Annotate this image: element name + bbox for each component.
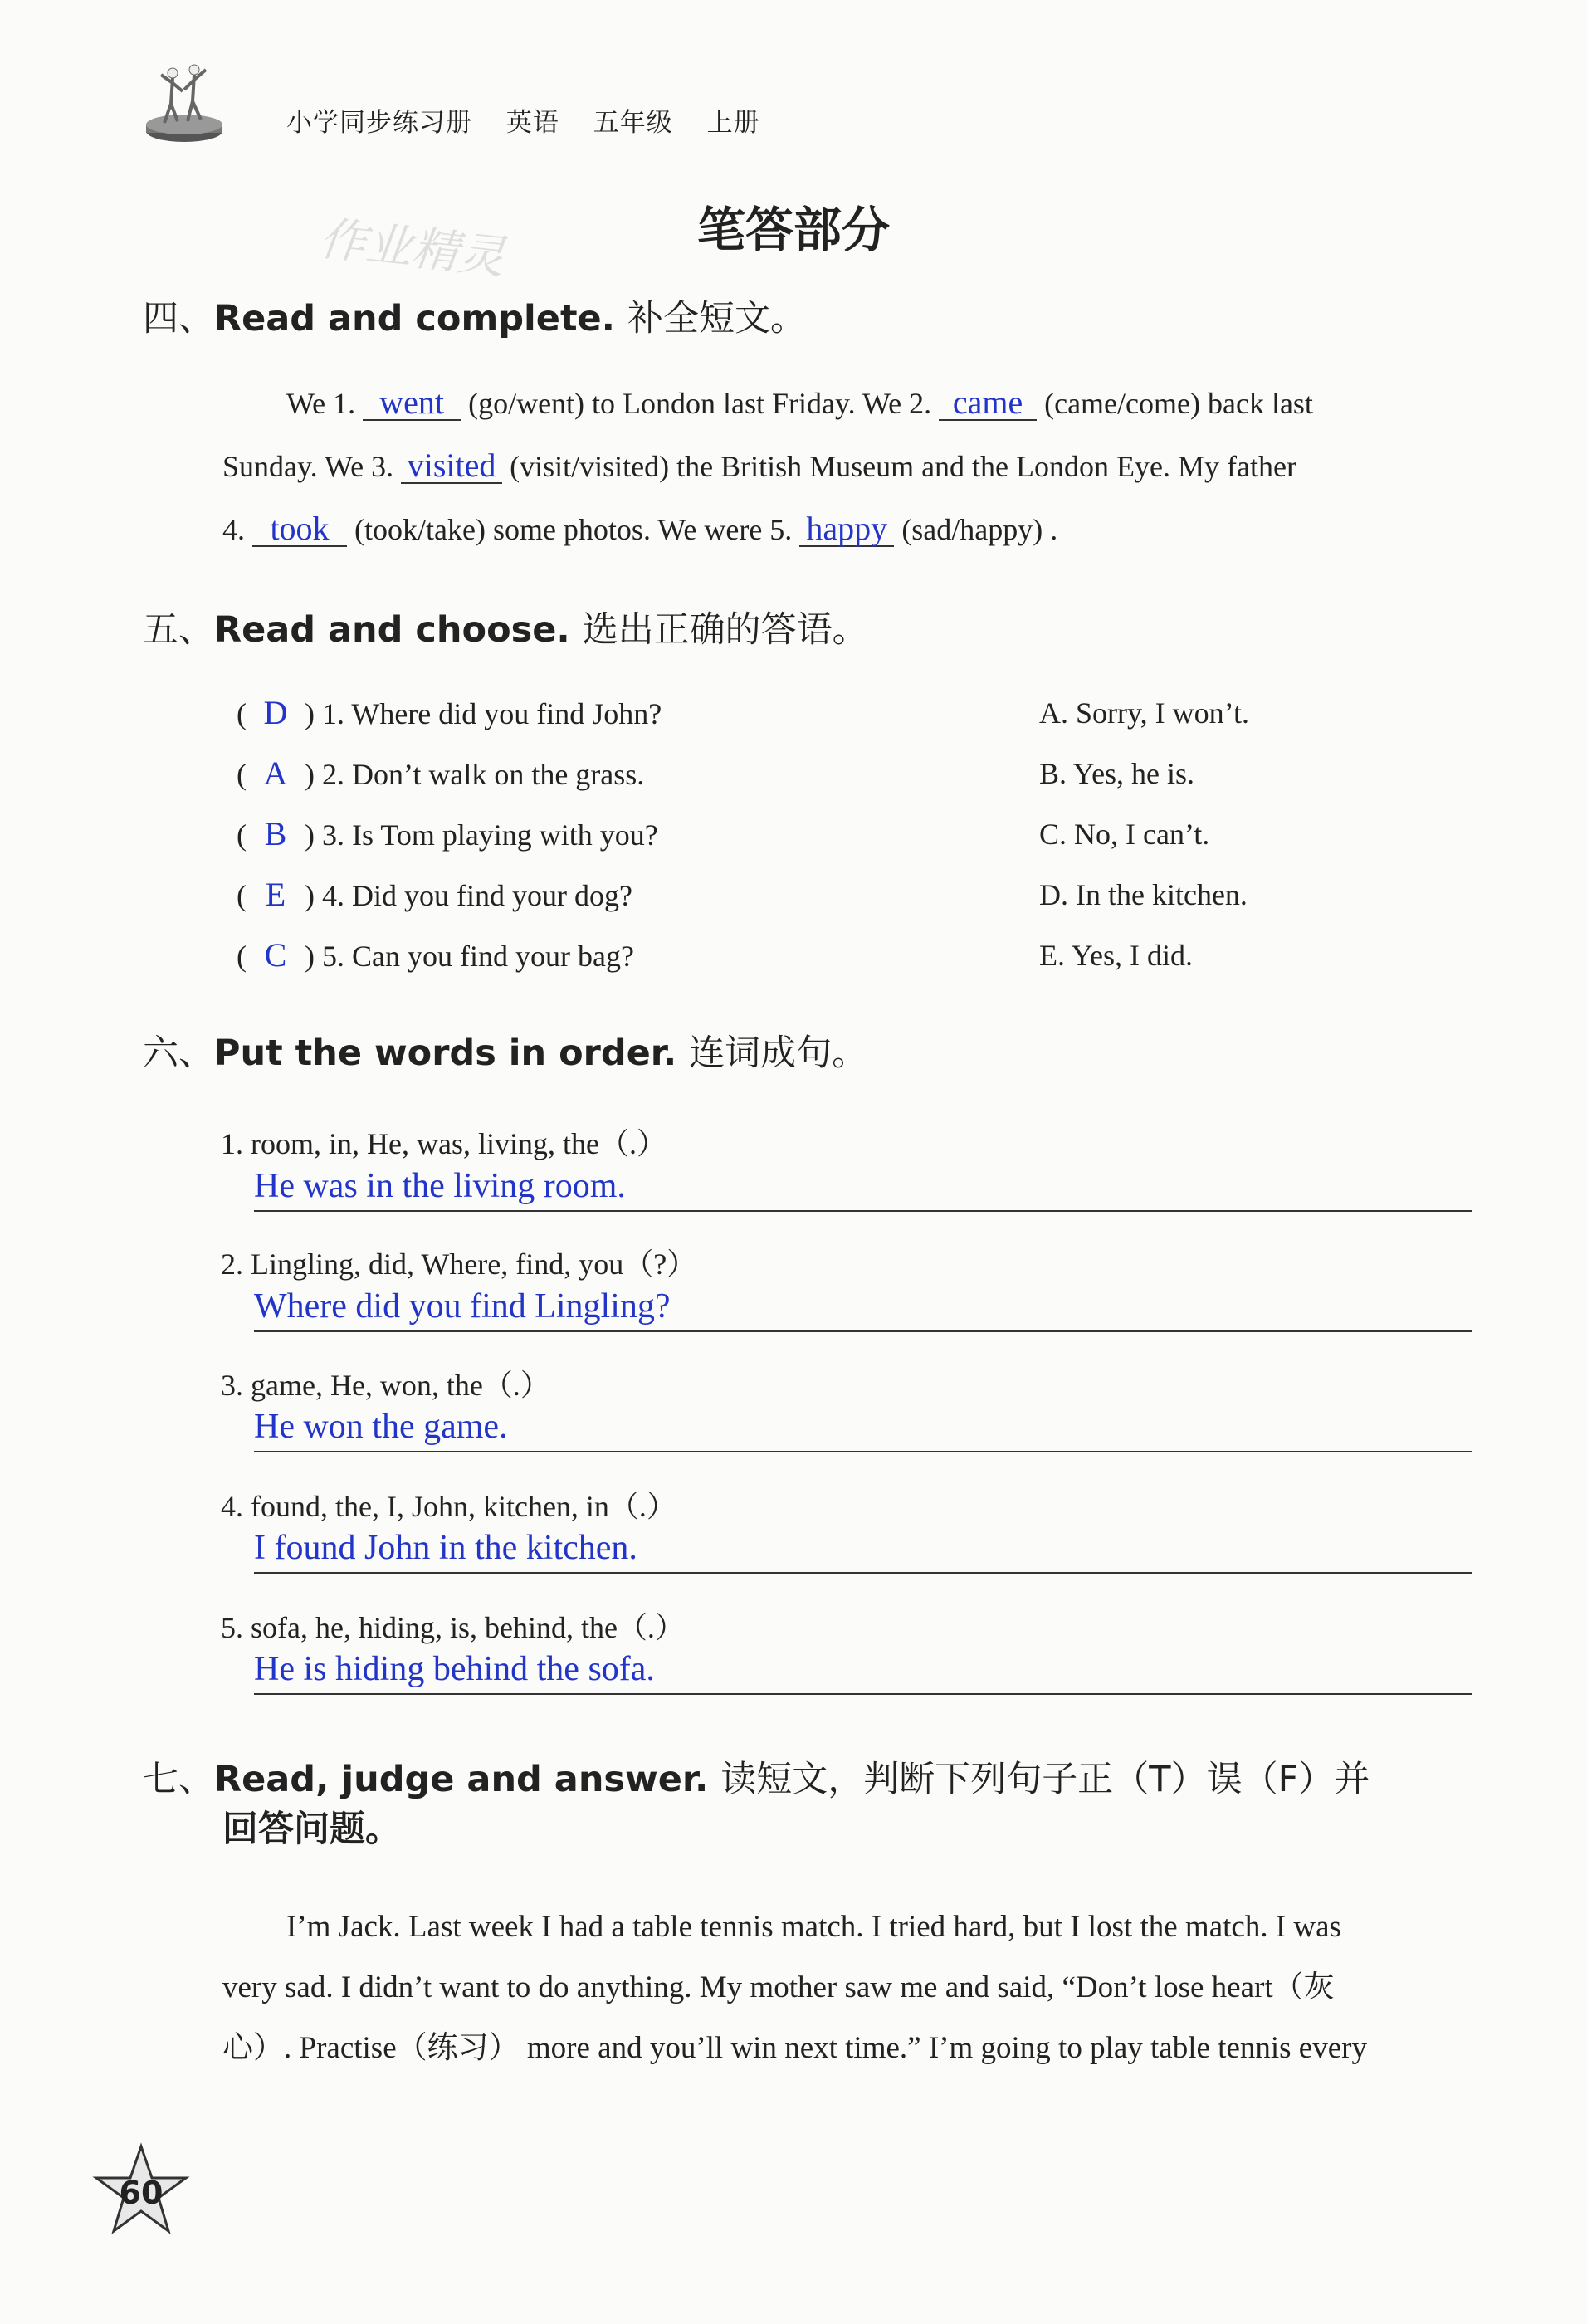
question-row: ( E ) 4. Did you find your dog? [237, 876, 632, 913]
section-4-line-1 [286, 372, 1473, 435]
text: 4. [222, 513, 245, 546]
order-answer[interactable]: He won the game. [254, 1408, 508, 1446]
text: (came/come) back last [1044, 387, 1313, 420]
section-7-number: 七、 [143, 1759, 214, 1800]
option: E. Yes, I did. [1039, 939, 1194, 972]
section-5-heading [143, 602, 868, 652]
section-7-title-cn: 读短文，判断下列句子正（T）误（F）并 [720, 1759, 1370, 1800]
page-number-badge [91, 2141, 191, 2241]
section-5-number: 五、 [143, 609, 214, 651]
answer-line [254, 1572, 1472, 1574]
section-5-title-en: Read and choose. [214, 609, 570, 651]
watermark: 作业精灵 [316, 212, 508, 286]
order-question: 2. Lingling, did, Where, find, you（?） [221, 1247, 697, 1281]
blank-3[interactable]: visited [401, 449, 502, 484]
text: Sunday. We 3. [222, 450, 394, 483]
section-7-heading-cont: 回答问题。 [222, 1809, 401, 1850]
section-4-line-2 [222, 435, 1472, 498]
section-4-title-cn: 补全短文。 [627, 298, 806, 339]
question: 3. Is Tom playing with you? [322, 818, 658, 852]
blank-2[interactable]: came [939, 386, 1037, 421]
order-question: 5. sofa, he, hiding, is, behind, the（.） [221, 1611, 685, 1644]
page-title: 笔答部分 [696, 202, 890, 258]
answer[interactable]: D [263, 694, 288, 731]
section-4-heading [143, 290, 806, 341]
question-row: ( C ) 5. Can you find your bag? [237, 936, 634, 974]
section-5-title-cn: 选出正确的答语。 [582, 609, 868, 651]
answer[interactable]: B [264, 815, 287, 852]
option: A. Sorry, I won’t. [1039, 696, 1249, 730]
answer[interactable]: C [264, 936, 287, 974]
reading-line-3: 心）. Practise（练习） more and you’ll win next time.” I’m going to play table tennis every [222, 2031, 1367, 2065]
header-book-name: 小学同步练习册 [286, 108, 472, 138]
header-grade: 五年级 [593, 108, 673, 138]
reading-line-2: very sad. I didn’t want to do anything. My mother saw me and said, “Don’t lose heart（灰 [222, 1970, 1335, 2004]
section-6-heading [143, 1025, 867, 1076]
text: (took/take) some photos. We were 5. [354, 513, 793, 546]
text: (visit/visited) the British Museum and the London Eye. My father [510, 450, 1296, 483]
blank-5[interactable]: happy [799, 512, 894, 547]
question: 2. Don’t walk on the grass. [322, 758, 645, 791]
order-question: 3. game, He, won, the（.） [221, 1369, 550, 1402]
question: 5. Can you find your bag? [322, 940, 634, 973]
section-4-line-3 [222, 498, 1467, 561]
order-answer[interactable]: I found John in the kitchen. [254, 1529, 637, 1567]
order-question: 4. found, the, I, John, kitchen, in（.） [221, 1490, 676, 1523]
answer-line [254, 1210, 1472, 1212]
order-answer[interactable]: He is hiding behind the sofa. [254, 1650, 655, 1688]
order-answer[interactable]: Where did you find Lingling? [254, 1287, 671, 1326]
section-6-title-cn: 连词成句。 [689, 1033, 868, 1074]
section-7-heading [143, 1751, 1479, 1802]
question-row: ( B ) 3. Is Tom playing with you? [237, 815, 658, 852]
text: (go/went) to London last Friday. We 2. [468, 387, 932, 420]
option: B. Yes, he is. [1039, 757, 1195, 790]
question-row: ( D ) 1. Where did you find John? [237, 694, 662, 731]
section-6-number: 六、 [143, 1033, 214, 1074]
question-row: ( A ) 2. Don’t walk on the grass. [237, 754, 645, 792]
section-7-title-en: Read, judge and answer. [214, 1759, 709, 1800]
section-4-number: 四、 [143, 298, 214, 339]
answer-line [254, 1693, 1472, 1695]
answer-line [254, 1330, 1472, 1332]
header-logo [143, 58, 226, 145]
text: We 1. [286, 387, 356, 420]
header-volume: 上册 [706, 108, 760, 138]
text: (sad/happy) . [901, 513, 1058, 546]
order-answer[interactable]: He was in the living room. [254, 1167, 626, 1205]
option: D. In the kitchen. [1039, 878, 1248, 911]
answer[interactable]: E [265, 876, 286, 913]
order-question: 1. room, in, He, was, living, the（.） [221, 1127, 667, 1160]
question: 4. Did you find your dog? [322, 879, 632, 912]
section-4-title-en: Read and complete. [214, 298, 615, 339]
section-6-title-en: Put the words in order. [214, 1033, 677, 1074]
book-header [286, 101, 785, 139]
blank-1[interactable]: went [363, 386, 461, 421]
question: 1. Where did you find John? [322, 697, 662, 730]
page-number: 60 [119, 2175, 164, 2211]
blank-4[interactable]: took [252, 512, 347, 547]
reading-line-1: I’m Jack. Last week I had a table tennis match. I tried hard, but I lost the match. I was [286, 1910, 1341, 1944]
answer-line [254, 1451, 1472, 1452]
header-subject: 英语 [505, 108, 559, 138]
option: C. No, I can’t. [1039, 818, 1210, 851]
answer[interactable]: A [263, 754, 288, 792]
